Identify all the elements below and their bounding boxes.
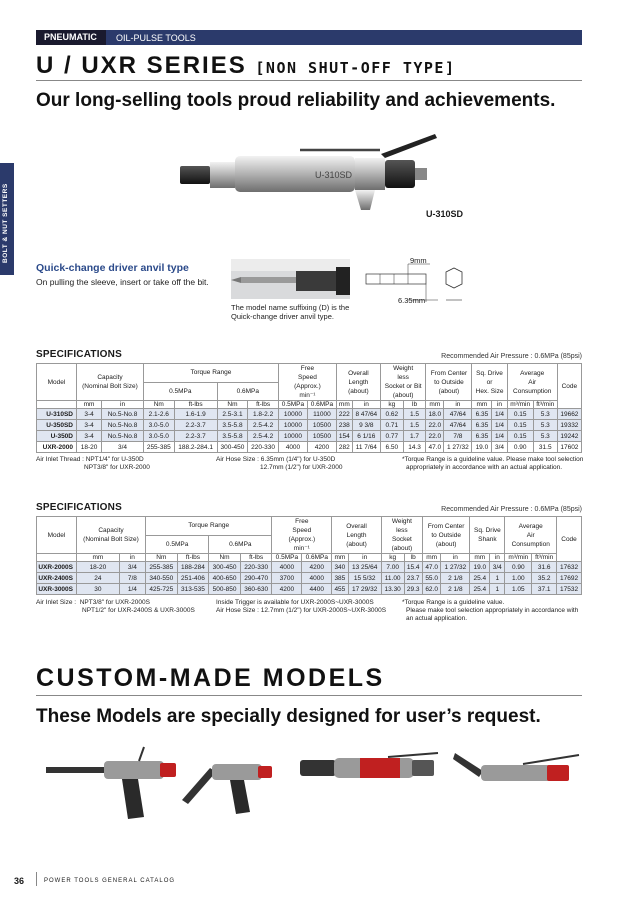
footer-divider — [36, 872, 37, 886]
hero-model-label: U-310SD — [426, 209, 464, 219]
table-cell: 11.00 — [381, 573, 404, 584]
custom-tagline: These Models are specially designed for user’s request. — [36, 706, 541, 727]
table-cell: 35.2 — [532, 573, 557, 584]
table-cell: 0.77 — [380, 431, 403, 442]
table-cell: 3.0-5.0 — [143, 420, 174, 431]
table-cell: 188.2-284.1 — [174, 442, 217, 453]
table-cell: 29.3 — [404, 584, 422, 595]
table-cell: 0.15 — [507, 409, 533, 420]
table-cell: 1/4 — [492, 431, 507, 442]
table-cell: 10000 — [278, 409, 307, 420]
h-torque: Torque Range — [143, 364, 278, 383]
unit-cell: mm — [426, 401, 444, 409]
svg-text:U-310SD: U-310SD — [315, 170, 353, 180]
quick-change-text: On pulling the sleeve, insert or take off the bit. — [36, 277, 209, 287]
model-cell: U-310SD — [37, 409, 77, 420]
h2-capacity: Capacity (Nominal Bolt Size) — [77, 517, 146, 554]
dim-635mm: 6.35mm — [398, 296, 426, 305]
h-t05: 0.5MPa — [143, 382, 217, 401]
spec2-note-2b: Air Hose Size : 12.7mm (1/2") for UXR-2000S~UXR-3000S — [216, 607, 387, 614]
table-cell: 11 7/64 — [352, 442, 380, 453]
side-tab-label: BOLT & NUT SETTERS — [2, 183, 9, 263]
custom-tool-4-image — [453, 747, 583, 787]
table-row — [37, 562, 582, 573]
table-cell: 340-550 — [146, 573, 178, 584]
unit-cell: lb — [403, 401, 426, 409]
unit-cell: ft-lbs — [248, 401, 279, 409]
table-cell: 1.5 — [403, 409, 426, 420]
table-cell: 17602 — [557, 442, 581, 453]
table-cell: 5.3 — [533, 409, 557, 420]
unit-cell: ft³/min — [533, 401, 557, 409]
model-cell: UXR-2400S — [37, 573, 77, 584]
h-length: Overall Length (about) — [336, 364, 380, 401]
table-cell: 18-20 — [77, 562, 120, 573]
table-cell: 6.50 — [380, 442, 403, 453]
header-bar — [36, 30, 582, 45]
table-cell: 18-20 — [77, 442, 102, 453]
h2-weight: Weight less Socket (about) — [381, 517, 422, 554]
h-capacity: Capacity (Nominal Bolt Size) — [77, 364, 144, 401]
table-cell: 3/4 — [490, 562, 505, 573]
table-row — [37, 420, 582, 431]
custom-title: CUSTOM-MADE MODELS — [36, 664, 385, 692]
table-cell: 0.15 — [507, 420, 533, 431]
table-cell: 3/4 — [492, 442, 507, 453]
unit-cell: in — [352, 401, 380, 409]
unit-cell: m³/min — [507, 401, 533, 409]
unit-cell: mm — [77, 554, 120, 562]
table-cell: 220-330 — [248, 442, 279, 453]
table-cell: 22.0 — [426, 420, 444, 431]
title-divider — [36, 80, 582, 81]
note-line-2: Quick-change driver anvil type. — [231, 312, 334, 321]
table-cell: 1.00 — [505, 573, 532, 584]
table-cell: 14.3 — [403, 442, 426, 453]
u-310sd-tool-image — [175, 128, 455, 213]
table-cell: 11000 — [307, 409, 336, 420]
custom-divider — [36, 695, 582, 696]
lever-arm — [381, 134, 437, 158]
table-cell: 19662 — [557, 409, 581, 420]
table-cell: 1.6-1.9 — [174, 409, 217, 420]
table-cell: 3700 — [272, 573, 302, 584]
table-cell: 300-450 — [217, 442, 248, 453]
table-cell: 15 5/32 — [348, 573, 381, 584]
spec1-note-1b: NPT3/8" for UXR-2000 — [84, 464, 150, 471]
table-cell: 0.62 — [380, 409, 403, 420]
spec2-pressure: Recommended Air Pressure : 0.6MPa (85psi) — [441, 506, 582, 513]
unit-cell: mm — [77, 401, 102, 409]
table-row — [37, 442, 582, 453]
unit-cell: in — [490, 554, 505, 562]
table-cell: 13 25/64 — [348, 562, 381, 573]
table-cell: 2.5-4.2 — [248, 431, 279, 442]
table-cell: 1 — [490, 573, 505, 584]
spec2-note-1a: Air Inlet Size : NPT3/8" for UXR-2000S — [36, 599, 150, 606]
model-cell: UXR-2000 — [37, 442, 77, 453]
unit-cell: mm — [470, 554, 490, 562]
table-cell: 17532 — [557, 584, 582, 595]
table-cell: 4000 — [302, 573, 332, 584]
side-tab — [0, 163, 14, 275]
unit-cell: 0.6MPa — [307, 401, 336, 409]
table-cell: 7/8 — [444, 431, 472, 442]
table-cell: No.5-No.8 — [102, 420, 144, 431]
unit-cell: in — [444, 401, 472, 409]
model-cell: U-350D — [37, 431, 77, 442]
spec2-note-1b: NPT1/2" for UXR-2400S & UXR-3000S — [82, 607, 195, 614]
table-cell: 47/64 — [444, 420, 472, 431]
table-cell: 10000 — [278, 420, 307, 431]
spec1-notes — [36, 456, 582, 476]
title-main: U / UXR SERIES — [36, 52, 247, 79]
spec2-note-2a: Inside Trigger is available for UXR-2000S~UXR-3000S — [216, 599, 374, 606]
table-cell: 19242 — [557, 431, 581, 442]
section-label: OIL-PULSE TOOLS — [116, 32, 196, 43]
table-cell: 425-725 — [146, 584, 178, 595]
spec2-table — [36, 516, 582, 595]
custom-tool-2-image — [180, 742, 280, 822]
spec1-header — [36, 349, 582, 360]
table-cell: 500-850 — [209, 584, 241, 595]
table-cell: 1.05 — [505, 584, 532, 595]
table-cell: 6.35 — [472, 420, 492, 431]
unit-cell: 0.6MPa — [302, 554, 332, 562]
table-cell: 1 27/32 — [444, 442, 472, 453]
unit-cell: Nm — [209, 554, 241, 562]
unit-cell: mm — [336, 401, 352, 409]
table-cell: No.5-No.8 — [102, 431, 144, 442]
table-cell: 1.8-2.2 — [248, 409, 279, 420]
table-cell: 19.0 — [472, 442, 492, 453]
spec2-header — [36, 502, 582, 513]
spec2-note-3b: Please make tool selection appropriately in accordance with — [406, 607, 579, 614]
table-cell: 0.90 — [507, 442, 533, 453]
unit-cell: ft-lbs — [177, 554, 209, 562]
table-cell: 10000 — [278, 431, 307, 442]
table-cell: 2.2-3.7 — [174, 431, 217, 442]
table-cell: 6 1/16 — [352, 431, 380, 442]
table-cell: 188-284 — [177, 562, 209, 573]
unit-cell: in — [119, 554, 145, 562]
h2-drive: Sq. Drive Shank — [470, 517, 505, 554]
table-cell: 62.0 — [422, 584, 440, 595]
table-cell: 19332 — [557, 420, 581, 431]
unit-cell: in — [441, 554, 470, 562]
table-cell: 0.90 — [505, 562, 532, 573]
unit-cell: in — [102, 401, 144, 409]
table-cell: 3/4 — [119, 562, 145, 573]
unit-cell: Nm — [143, 401, 174, 409]
unit-cell: mm — [422, 554, 440, 562]
spec1-title: SPECIFICATIONS — [36, 349, 122, 360]
table-cell: 222 — [336, 409, 352, 420]
table-cell: 18.0 — [426, 409, 444, 420]
table-cell: 31.5 — [533, 442, 557, 453]
h-air: Average Air Consumption — [507, 364, 557, 401]
table-row — [37, 431, 582, 442]
table-cell: 3.5-5.8 — [217, 431, 248, 442]
table-cell: 15.4 — [404, 562, 422, 573]
unit-cell: lb — [404, 554, 422, 562]
unit-cell: m³/min — [505, 554, 532, 562]
anvil-photo — [231, 259, 350, 299]
spec1-note-3a: *Torque Range is a guideline value. Please make tool selection — [402, 456, 584, 463]
table-cell: 0.71 — [380, 420, 403, 431]
table-cell: 300-450 — [209, 562, 241, 573]
table-cell: 3-4 — [77, 431, 102, 442]
table-cell: 4200 — [302, 562, 332, 573]
table-cell: 4000 — [278, 442, 307, 453]
table-cell: 30 — [77, 584, 120, 595]
h2-air: Average Air Consumption — [505, 517, 557, 554]
h-t06: 0.6MPa — [217, 382, 278, 401]
table-cell: 10500 — [307, 420, 336, 431]
category-label: PNEUMATIC — [36, 30, 106, 45]
h2-t05: 0.5MPa — [146, 535, 209, 554]
table-cell: 2.2-3.7 — [174, 420, 217, 431]
table-row — [37, 584, 582, 595]
table-cell: 2.1-2.6 — [143, 409, 174, 420]
table-cell: 19.0 — [470, 562, 490, 573]
table-cell: 8 47/64 — [352, 409, 380, 420]
spec2-notes — [36, 599, 582, 625]
anvil-sleeve — [385, 160, 415, 188]
table-cell: 22.0 — [426, 431, 444, 442]
h2-t06: 0.6MPa — [209, 535, 272, 554]
table-cell: 385 — [332, 573, 348, 584]
h-model: Model — [37, 364, 77, 401]
unit-cell: kg — [380, 401, 403, 409]
table-cell: 6.35 — [472, 431, 492, 442]
spec1-table — [36, 363, 582, 453]
unit-cell: 0.5MPa — [272, 554, 302, 562]
table-cell: 25.4 — [470, 584, 490, 595]
page-title — [36, 52, 455, 80]
table-cell: 1 — [490, 584, 505, 595]
h-code: Code — [557, 364, 581, 409]
h2-torque: Torque Range — [146, 517, 272, 536]
table-cell: 220-330 — [240, 562, 272, 573]
table-cell: 5.3 — [533, 431, 557, 442]
spec1-pressure: Recommended Air Pressure : 0.6MPa (85psi) — [441, 353, 582, 360]
table-cell: 3-4 — [77, 409, 102, 420]
table-cell: 340 — [332, 562, 348, 573]
table-cell: 400-650 — [209, 573, 241, 584]
spec1-note-2b: 12.7mm (1/2") for UXR-2000 — [260, 464, 343, 471]
unit-cell: mm — [332, 554, 348, 562]
table-cell: 3.0-5.0 — [143, 431, 174, 442]
table-cell: 154 — [336, 431, 352, 442]
unit-cell: Nm — [146, 554, 178, 562]
spec2-note-3a: *Torque Range is a guideline value. — [402, 599, 505, 606]
table-cell: 3-4 — [77, 420, 102, 431]
unit-cell: ft³/min — [532, 554, 557, 562]
spec1-note-1a: Air Inlet Thread : NPT1/4" for U-350D — [36, 456, 144, 463]
table-cell: 313-535 — [177, 584, 209, 595]
table-cell: 4000 — [272, 562, 302, 573]
table-cell: 290-470 — [240, 573, 272, 584]
table-cell: 2.5-3.1 — [217, 409, 248, 420]
table-cell: 4200 — [272, 584, 302, 595]
table-row — [37, 409, 582, 420]
h-center: From Center to Outside (about) — [426, 364, 472, 401]
h2-center: From Center to Outside (about) — [422, 517, 469, 554]
table-cell: 3.5-5.8 — [217, 420, 248, 431]
table-cell: 13.30 — [381, 584, 404, 595]
unit-cell: ft-lbs — [174, 401, 217, 409]
table-cell: 1/4 — [119, 584, 145, 595]
spec2-title: SPECIFICATIONS — [36, 502, 122, 513]
table-cell: 2 1/8 — [441, 573, 470, 584]
table-cell: 251-406 — [177, 573, 209, 584]
table-cell: 55.0 — [422, 573, 440, 584]
table-cell: 1 27/32 — [441, 562, 470, 573]
table-cell: 2.5-4.2 — [248, 420, 279, 431]
dim-9mm: 9mm — [410, 256, 427, 265]
h2-code: Code — [557, 517, 582, 562]
unit-cell: kg — [381, 554, 404, 562]
table-cell: 47/64 — [444, 409, 472, 420]
model-cell: UXR-2000S — [37, 562, 77, 573]
table-cell: 455 — [332, 584, 348, 595]
table-cell: 17 29/32 — [348, 584, 381, 595]
table-cell: 37.1 — [532, 584, 557, 595]
inlet-fitting — [180, 166, 210, 184]
table-cell: 24 — [77, 573, 120, 584]
unit-cell: ft-lbs — [240, 554, 272, 562]
footer-text: POWER TOOLS GENERAL CATALOG — [44, 878, 176, 884]
table-cell: 7/8 — [119, 573, 145, 584]
table-cell: 360-630 — [240, 584, 272, 595]
table-cell: 7.00 — [381, 562, 404, 573]
table-cell: 1.5 — [403, 420, 426, 431]
table-cell: 31.6 — [532, 562, 557, 573]
custom-tool-3-image — [298, 752, 448, 787]
unit-cell: Nm — [217, 401, 248, 409]
h-drive: Sq. Drive or Hex. Size — [472, 364, 507, 401]
model-cell: U-350SD — [37, 420, 77, 431]
table-cell: 4200 — [307, 442, 336, 453]
note-line-1: The model name suffixing (D) is the — [231, 303, 350, 312]
table-cell: 5.3 — [533, 420, 557, 431]
table-cell: 3/4 — [102, 442, 144, 453]
h-weight: Weight less Socket or Bit (about) — [380, 364, 425, 401]
table-cell: 47.0 — [426, 442, 444, 453]
quick-change-title: Quick-change driver anvil type — [36, 262, 189, 274]
table-cell: 23.7 — [404, 573, 422, 584]
table-cell: 1.7 — [403, 431, 426, 442]
table-cell: 1/4 — [492, 409, 507, 420]
table-cell: 9 3/8 — [352, 420, 380, 431]
unit-cell: mm — [472, 401, 492, 409]
table-cell: 17632 — [557, 562, 582, 573]
quick-change-note — [231, 303, 361, 321]
unit-cell: in — [492, 401, 507, 409]
table-cell: 255-385 — [146, 562, 178, 573]
h-free: Free Speed (Approx.) min⁻¹ — [278, 364, 336, 401]
table-cell: 238 — [336, 420, 352, 431]
tagline: Our long-selling tools proud reliability and achievements. — [36, 90, 556, 111]
title-sub: [NON SHUT-OFF TYPE] — [255, 59, 456, 77]
table-cell: 2 1/8 — [441, 584, 470, 595]
unit-cell: in — [348, 554, 381, 562]
table-cell: 4400 — [302, 584, 332, 595]
table-cell: 10500 — [307, 431, 336, 442]
unit-cell: 0.5MPa — [278, 401, 307, 409]
h2-length: Overall Length (about) — [332, 517, 382, 554]
model-cell: UXR-3000S — [37, 584, 77, 595]
table-cell: 1/4 — [492, 420, 507, 431]
table-cell: No.5-No.8 — [102, 409, 144, 420]
table-cell: 0.15 — [507, 431, 533, 442]
h2-free: Free Speed (Approx.) min⁻¹ — [272, 517, 332, 554]
table-row — [37, 573, 582, 584]
table-cell: 47.0 — [422, 562, 440, 573]
h2-model: Model — [37, 517, 77, 554]
table-cell: 6.35 — [472, 409, 492, 420]
spec1-note-2a: Air Hose Size : 6.35mm (1/4") for U-350D — [216, 456, 336, 463]
table-cell: 25.4 — [470, 573, 490, 584]
table-cell: 17692 — [557, 573, 582, 584]
page-number: 36 — [14, 876, 25, 886]
spec2-note-3c: an actual application. — [406, 615, 468, 622]
table-cell: 282 — [336, 442, 352, 453]
spec1-note-3b: appropriately in accordance with an actual application. — [406, 464, 563, 471]
custom-tool-1-image — [44, 745, 179, 825]
table-cell: 255-385 — [143, 442, 174, 453]
